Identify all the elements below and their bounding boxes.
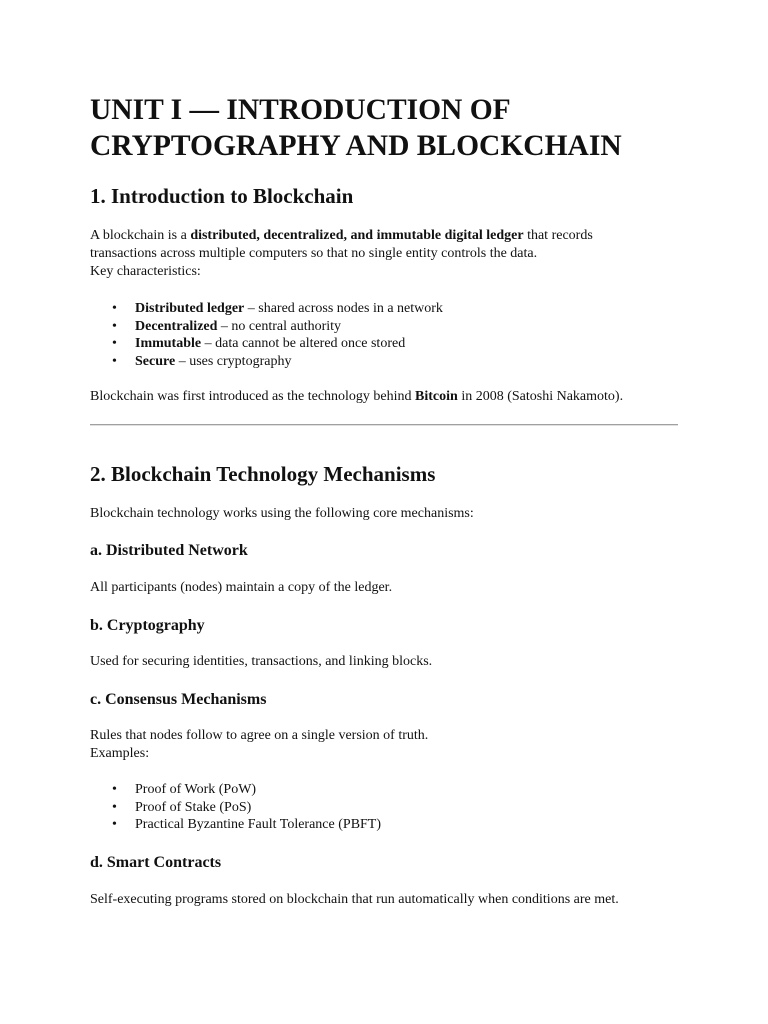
horizontal-divider bbox=[90, 424, 678, 426]
blockchain-origin-paragraph bbox=[90, 388, 690, 406]
example-text: Proof of Stake (PoS) bbox=[135, 799, 252, 815]
document-title bbox=[90, 92, 690, 164]
intro-text-line-2: transactions across multiple computers so that no single entity controls the data. bbox=[90, 246, 538, 261]
bullet-icon: • bbox=[112, 817, 117, 832]
characteristic-desc: – shared across nodes in a network bbox=[244, 301, 443, 316]
title-line-2: CRYPTOGRAPHY AND BLOCKCHAIN bbox=[90, 130, 622, 162]
section-1-intro-paragraph bbox=[90, 227, 690, 281]
subsection-b-heading: b. Cryptography bbox=[90, 617, 205, 634]
characteristic-desc: – no central authority bbox=[217, 318, 342, 334]
intro-text-post: that records bbox=[523, 228, 593, 243]
section-2-heading: 2. Blockchain Technology Mechanisms bbox=[90, 462, 436, 486]
subsection-c-text bbox=[90, 727, 690, 763]
origin-text-pre: Blockchain was first introduced as the technology behind bbox=[90, 389, 416, 404]
characteristic-term: Decentralized bbox=[135, 318, 218, 334]
section-1-heading: 1. Introduction to Blockchain bbox=[90, 184, 354, 208]
characteristic-term: Immutable bbox=[135, 336, 202, 351]
subsection-a-text: All participants (nodes) maintain a copy of the ledger. bbox=[90, 580, 393, 595]
list-item bbox=[90, 300, 443, 318]
subsection-b-text: Used for securing identities, transactions, and linking blocks. bbox=[90, 654, 433, 669]
title-line-1: UNIT I — INTRODUCTION OF bbox=[90, 94, 511, 126]
characteristic-term: Secure bbox=[135, 353, 176, 369]
key-characteristics-label: Key characteristics: bbox=[90, 264, 201, 279]
list-item bbox=[90, 799, 381, 817]
examples-label: Examples: bbox=[90, 746, 150, 761]
consensus-examples-list bbox=[90, 781, 381, 834]
subsection-c-heading: c. Consensus Mechanisms bbox=[90, 691, 267, 708]
bullet-icon: • bbox=[112, 799, 117, 815]
list-item bbox=[90, 318, 443, 336]
origin-text-bold: Bitcoin bbox=[415, 389, 458, 404]
example-text: Practical Byzantine Fault Tolerance (PBFT) bbox=[135, 817, 382, 832]
bullet-icon: • bbox=[112, 782, 117, 797]
intro-text-bold: distributed, decentralized, and immutable digital ledger bbox=[190, 228, 524, 243]
intro-text-pre: A blockchain is a bbox=[90, 228, 191, 243]
characteristic-desc: – data cannot be altered once stored bbox=[201, 336, 406, 351]
consensus-description: Rules that nodes follow to agree on a single version of truth. bbox=[90, 728, 429, 743]
bullet-icon: • bbox=[112, 353, 117, 369]
subsection-d-heading: d. Smart Contracts bbox=[90, 854, 222, 871]
characteristic-term: Distributed ledger bbox=[135, 301, 245, 316]
example-text: Proof of Work (PoW) bbox=[135, 782, 257, 797]
bullet-icon: • bbox=[112, 318, 117, 334]
bullet-icon: • bbox=[112, 301, 117, 316]
characteristics-list bbox=[90, 300, 443, 370]
list-item bbox=[90, 353, 443, 371]
bullet-icon: • bbox=[112, 336, 117, 351]
subsection-d-text: Self-executing programs stored on blockchain that run automatically when conditions are met. bbox=[90, 892, 619, 907]
origin-text-post: in 2008 (Satoshi Nakamoto). bbox=[457, 389, 624, 404]
characteristic-desc: – uses cryptography bbox=[175, 353, 292, 369]
list-item bbox=[90, 781, 381, 799]
list-item bbox=[90, 335, 443, 353]
list-item bbox=[90, 816, 381, 834]
section-2-intro: Blockchain technology works using the following core mechanisms: bbox=[90, 506, 474, 521]
subsection-a-heading: a. Distributed Network bbox=[90, 542, 248, 559]
